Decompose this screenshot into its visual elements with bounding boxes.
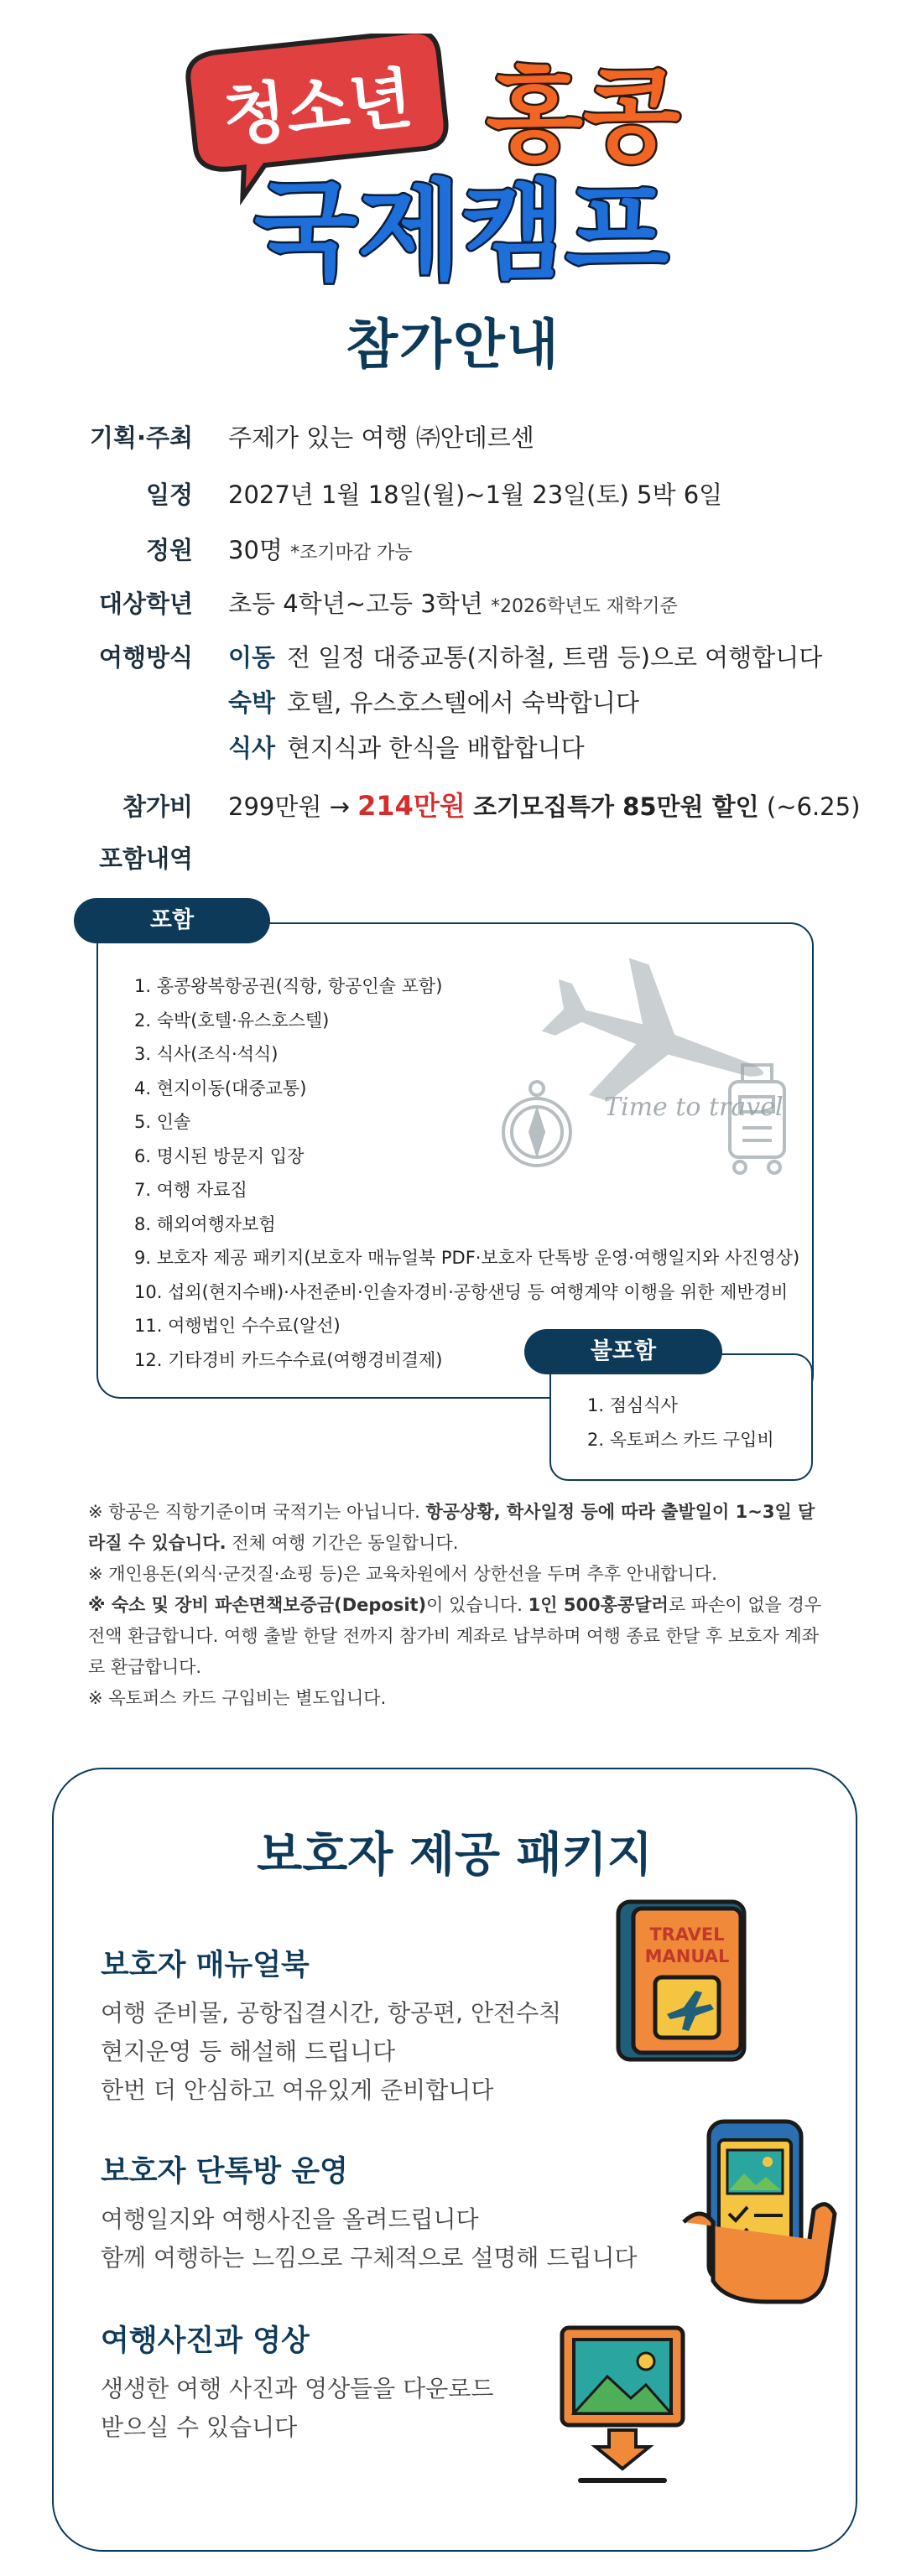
- schedule-label: 일정: [145, 480, 193, 509]
- note-text: 전체 여행 기간은 동일합니다.: [226, 1533, 459, 1553]
- list-item: 2. 옥토퍼스 카드 구입비: [587, 1430, 774, 1450]
- list-item: 1. 홍콩왕복항공권(직항, 항공인솔 포함): [134, 976, 443, 996]
- method-key: 이동: [228, 643, 276, 672]
- description-line: 현지운영 등 해설해 드립니다: [101, 2038, 396, 2065]
- description-line: 한번 더 안심하고 여유있게 준비합니다: [101, 2076, 494, 2104]
- phone-gallery-icon: [675, 2113, 843, 2306]
- note-text: ※ 항공은 직항기준이며 국적기는 아닙니다.: [88, 1502, 426, 1522]
- note-text: 로 파손이 없을 경우 전액 환급합니다. 여행 출발 한달 전까지 참가비 계좌로 납부하며 여행 종료 한달 후 보호자 계좌로 환급합니다.: [88, 1595, 822, 1677]
- list-item: 2. 숙박(호텔·유스호스텔): [134, 1010, 330, 1031]
- travel-manual-icon: [608, 1897, 759, 2064]
- note-emphasis: 1인 500홍콩달러: [528, 1595, 669, 1615]
- fee-label: 참가비: [122, 792, 193, 821]
- method-text: 전 일정 대중교통(지하철, 트램 등)으로 여행합니다: [287, 643, 823, 672]
- method-row-transport: [228, 639, 822, 673]
- note-emphasis: 항공상황, 학사일정 등에 따라 출발일이 1~3일 달라질 수 있습니다.: [88, 1502, 815, 1553]
- camp-logo: [168, 34, 755, 285]
- list-item: 8. 해외여행자보험: [134, 1213, 276, 1234]
- capacity-value: [228, 532, 413, 566]
- notes-section: [88, 1497, 826, 1714]
- photo-video-description: [101, 2370, 493, 2447]
- fee-old: 299만원 →: [228, 792, 350, 821]
- included-list: [134, 969, 799, 1377]
- grade-range: 초등 4학년~고등 3학년: [228, 589, 483, 618]
- note-octopus: ※ 옥토퍼스 카드 구입비는 별도입니다.: [88, 1688, 387, 1708]
- list-item: 11. 여행법인 수수료(알선): [134, 1316, 341, 1336]
- list-item: 7. 여행 자료집: [134, 1180, 247, 1200]
- description-line: 함께 여행하는 느낌으로 구체적으로 설명해 드립니다: [101, 2244, 638, 2272]
- logo-text-youth: 청소년: [219, 60, 416, 156]
- method-key: 숙박: [228, 688, 276, 717]
- description-line: 여행일지와 여행사진을 올려드립니다: [101, 2205, 479, 2233]
- list-item: 10. 섭외(현지수배)·사전준비·인솔자경비·공항샌딩 등 여행계약 이행을 위한 제반경비: [134, 1281, 789, 1302]
- time-to-travel-stamp: Time to travel: [604, 1093, 784, 1122]
- note-emphasis: ※ 숙소 및 장비 파손면책보증금(Deposit): [88, 1595, 427, 1615]
- manual-cover-text: MANUAL: [644, 1946, 730, 1966]
- schedule-value: 2027년 1월 18일(월)~1월 23일(토) 5박 6일: [228, 480, 723, 509]
- capacity-label: 정원: [145, 536, 193, 564]
- organizer-value: 주제가 있는 여행 ㈜안데르센: [228, 423, 534, 452]
- organizer-label: 기획·주최: [89, 423, 193, 452]
- fee-new: 214만원: [357, 790, 466, 822]
- fee-value: [228, 785, 860, 823]
- note-flight: [88, 1497, 826, 1559]
- method-text: 호텔, 유스호스텔에서 숙박합니다: [287, 688, 639, 717]
- page-title: 참가안내: [346, 314, 560, 377]
- method-row-meals: [228, 730, 585, 764]
- method-key: 식사: [228, 734, 276, 762]
- list-item: 12. 기타경비 카드수수료(여행경비결제): [134, 1349, 443, 1370]
- excluded-list: [587, 1389, 774, 1457]
- note-allowance: ※ 개인용돈(외식·군것질·쇼핑 등)은 교육차원에서 상한선을 두며 추후 안내합니다.: [88, 1564, 717, 1584]
- list-item: 4. 현지이동(대중교통): [134, 1078, 307, 1098]
- guardian-package-title: 보호자 제공 패키지: [257, 1828, 653, 1883]
- group-chat-heading: 보호자 단톡방 운영: [101, 2155, 348, 2189]
- photo-download-icon: [555, 2321, 690, 2489]
- description-line: 받으실 수 있습니다: [101, 2413, 298, 2441]
- fee-promo: 조기모집특가 85만원 할인: [472, 792, 759, 821]
- logo-text-hongkong: 홍콩: [486, 59, 680, 175]
- grade-note: *2026학년도 재학기준: [490, 596, 678, 617]
- group-chat-description: [101, 2200, 638, 2277]
- grade-value: [228, 585, 678, 620]
- list-item: 6. 명시된 방문지 입장: [134, 1145, 305, 1166]
- grade-label: 대상학년: [98, 589, 193, 618]
- excluded-badge: 불포함: [524, 1329, 722, 1374]
- capacity-note: *조기마감 가능: [290, 543, 413, 564]
- list-item: 9. 보호자 제공 패키지(보호자 매뉴얼북 PDF·보호자 단톡방 운영·여행일지와 사진영상): [134, 1248, 800, 1268]
- description-line: 여행 준비물, 공항집결시간, 항공편, 안전수칙: [101, 1999, 562, 2027]
- fee-deadline: (~6.25): [766, 792, 861, 821]
- list-item: 3. 식사(조식·석식): [134, 1044, 279, 1064]
- method-row-lodging: [228, 684, 639, 719]
- list-item: 1. 점심식사: [587, 1395, 678, 1415]
- list-item: 5. 인솔: [134, 1112, 191, 1132]
- includes-label: 포함내역: [98, 844, 193, 873]
- note-deposit: [88, 1590, 826, 1683]
- photo-video-heading: 여행사진과 영상: [101, 2324, 310, 2358]
- note-text: 이 있습니다.: [426, 1595, 528, 1615]
- manual-heading: 보호자 매뉴얼북: [101, 1949, 310, 1982]
- manual-cover-text: TRAVEL: [649, 1924, 725, 1945]
- method-text: 현지식과 한식을 배합합니다: [287, 734, 585, 762]
- included-badge: 포함: [74, 898, 270, 943]
- logo-text-camp: 국제캠프: [253, 169, 669, 285]
- manual-description: [101, 1994, 561, 2110]
- description-line: 생생한 여행 사진과 영상들을 다운로드: [101, 2375, 494, 2402]
- method-label: 여행방식: [98, 643, 193, 672]
- capacity-number: 30명: [228, 536, 283, 564]
